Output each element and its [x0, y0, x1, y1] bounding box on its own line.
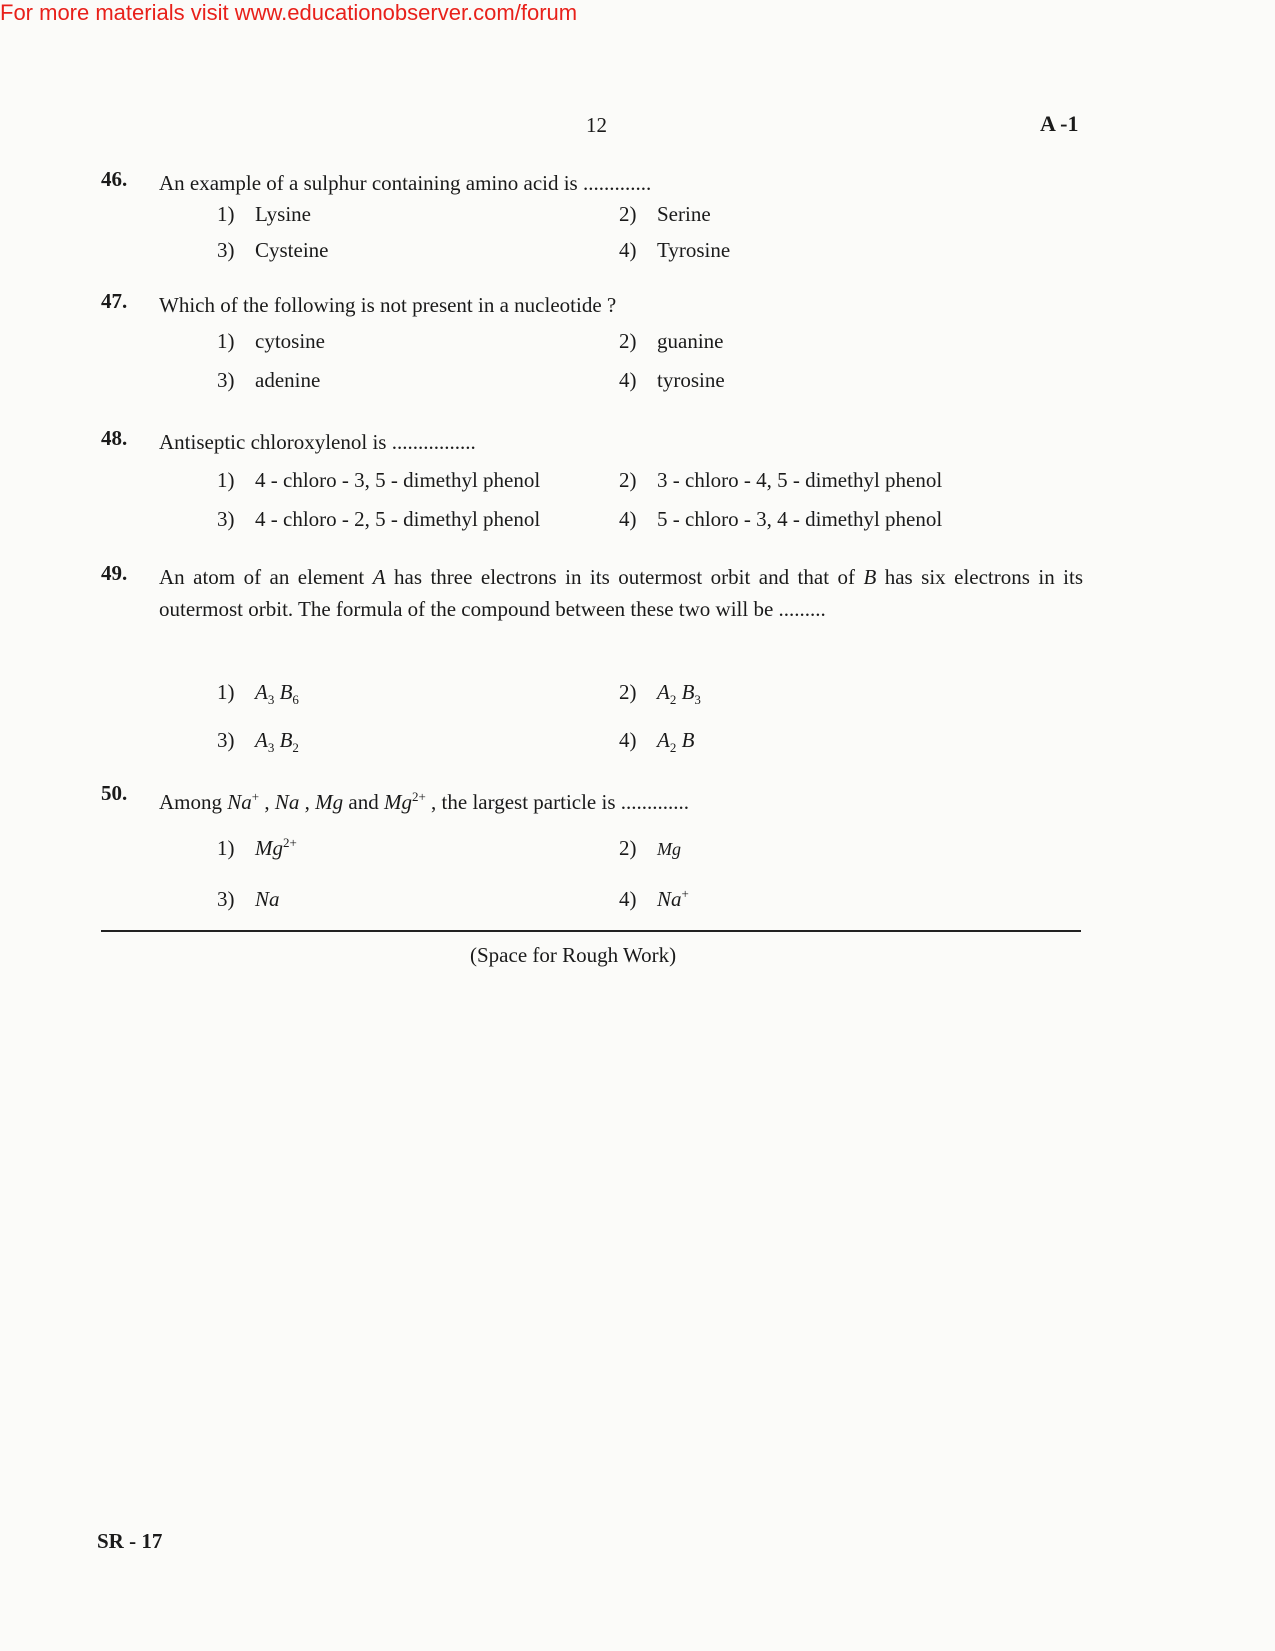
option-3[interactable]	[217, 728, 299, 756]
question-number: 49.	[101, 561, 128, 585]
option-1[interactable]	[217, 680, 299, 708]
option-2[interactable]	[619, 202, 711, 227]
option-number: 4)	[619, 507, 637, 531]
ion-charge: +	[251, 789, 260, 804]
option-charge: 2+	[283, 835, 297, 850]
formula-subscript: 2	[669, 692, 677, 708]
option-text: Tyrosine	[657, 238, 731, 262]
option-number: 3)	[217, 238, 235, 262]
option-1[interactable]	[217, 835, 297, 861]
option-number: 4)	[619, 728, 637, 752]
text-part: ,	[299, 790, 316, 814]
text-part: An atom of an element	[159, 565, 373, 589]
option-symbol: Mg	[657, 839, 681, 859]
rough-work-divider	[101, 930, 1081, 932]
ion-symbol: Na	[227, 790, 252, 814]
text-part: Among	[159, 790, 228, 814]
option-2[interactable]	[619, 468, 942, 493]
question-number: 50.	[101, 781, 128, 805]
formula-symbol: A	[657, 728, 670, 752]
formula-subscript: 6	[292, 692, 299, 708]
rough-work-label: (Space for Rough Work)	[470, 943, 677, 967]
formula-symbol: A	[255, 680, 268, 704]
page-number: 12	[586, 113, 607, 137]
option-text: tyrosine	[657, 368, 725, 392]
option-number: 1)	[217, 836, 235, 860]
option-number: 2)	[619, 680, 637, 704]
question-text	[159, 781, 1083, 818]
option-number: 1)	[217, 329, 235, 353]
option-number: 4)	[619, 368, 637, 392]
formula-subscript: 2	[292, 740, 299, 756]
option-text: guanine	[657, 329, 724, 353]
option-number: 2)	[619, 329, 637, 353]
option-number: 3)	[217, 507, 235, 531]
question-text	[159, 561, 1083, 625]
formula-symbol: B	[681, 680, 695, 704]
option-text: Cysteine	[255, 238, 329, 262]
option-number: 4)	[619, 887, 637, 911]
formula-symbol: B	[279, 728, 293, 752]
option-charge: +	[681, 886, 689, 901]
element-b-symbol: B	[863, 565, 877, 589]
atom-symbol: Na	[274, 790, 300, 814]
option-4[interactable]	[619, 238, 730, 263]
option-text: Serine	[657, 202, 711, 226]
option-4[interactable]	[619, 368, 725, 393]
formula-symbol: A	[657, 680, 670, 704]
option-number: 1)	[217, 468, 235, 492]
option-1[interactable]	[217, 329, 325, 354]
question-number: 46.	[101, 167, 128, 191]
text-part: has six electrons in its outermost orbit. The formula of the compound between these two will be .........	[159, 565, 1084, 621]
option-4[interactable]	[619, 728, 694, 756]
option-4[interactable]	[619, 886, 689, 912]
option-symbol: Na	[657, 887, 682, 911]
text-part: has three electrons in its outermost orbit and that of	[385, 565, 864, 589]
option-3[interactable]	[217, 507, 540, 532]
footer-code: SR - 17	[97, 1529, 163, 1553]
option-symbol: Mg	[255, 836, 283, 860]
option-number: 2)	[619, 202, 637, 226]
option-3[interactable]	[217, 238, 329, 263]
option-text: adenine	[255, 368, 321, 392]
ion-charge: 2+	[411, 789, 426, 804]
option-number: 1)	[217, 202, 235, 226]
option-text: 5 - chloro - 3, 4 - dimethyl phenol	[657, 507, 943, 531]
question-text: Antiseptic chloroxylenol is ................	[159, 430, 476, 454]
option-number: 3)	[217, 368, 235, 392]
option-number: 4)	[619, 238, 637, 262]
option-text: cytosine	[255, 329, 325, 353]
question-text: Which of the following is not present in a nucleotide ?	[159, 293, 617, 317]
option-number: 3)	[217, 728, 235, 752]
formula-symbol: B	[681, 728, 695, 752]
set-code: A -1	[1040, 111, 1079, 136]
option-4[interactable]	[619, 507, 942, 532]
option-text: 4 - chloro - 3, 5 - dimethyl phenol	[255, 468, 541, 492]
text-part: ,	[259, 790, 275, 814]
option-text: 3 - chloro - 4, 5 - dimethyl phenol	[657, 468, 943, 492]
formula-symbol: B	[279, 680, 293, 704]
option-2[interactable]	[619, 329, 723, 354]
question-number: 48.	[101, 426, 128, 450]
option-2[interactable]	[619, 680, 701, 708]
text-part: , the largest particle is .............	[425, 790, 690, 814]
atom-symbol: Mg	[315, 790, 344, 814]
ion-symbol: Mg	[383, 790, 412, 814]
option-symbol: Na	[255, 887, 280, 911]
option-number: 2)	[619, 836, 637, 860]
element-a-symbol: A	[372, 565, 386, 589]
option-number: 1)	[217, 680, 235, 704]
option-1[interactable]	[217, 468, 540, 493]
formula-subscript: 3	[694, 692, 701, 708]
text-part: and	[343, 790, 384, 814]
option-3[interactable]	[217, 368, 320, 393]
option-number: 2)	[619, 468, 637, 492]
option-3[interactable]	[217, 886, 280, 912]
option-2[interactable]	[619, 835, 681, 861]
option-number: 3)	[217, 887, 235, 911]
formula-subscript: 3	[267, 692, 275, 708]
option-1[interactable]	[217, 202, 311, 227]
source-banner: For more materials visit www.educationobserver.com/forum	[0, 0, 578, 25]
formula-subscript: 2	[669, 740, 677, 756]
formula-symbol: A	[255, 728, 268, 752]
formula-subscript: 3	[267, 740, 275, 756]
question-number: 47.	[101, 289, 128, 313]
question-text: An example of a sulphur containing amino acid is .............	[159, 171, 652, 195]
option-text: 4 - chloro - 2, 5 - dimethyl phenol	[255, 507, 541, 531]
option-text: Lysine	[255, 202, 311, 226]
